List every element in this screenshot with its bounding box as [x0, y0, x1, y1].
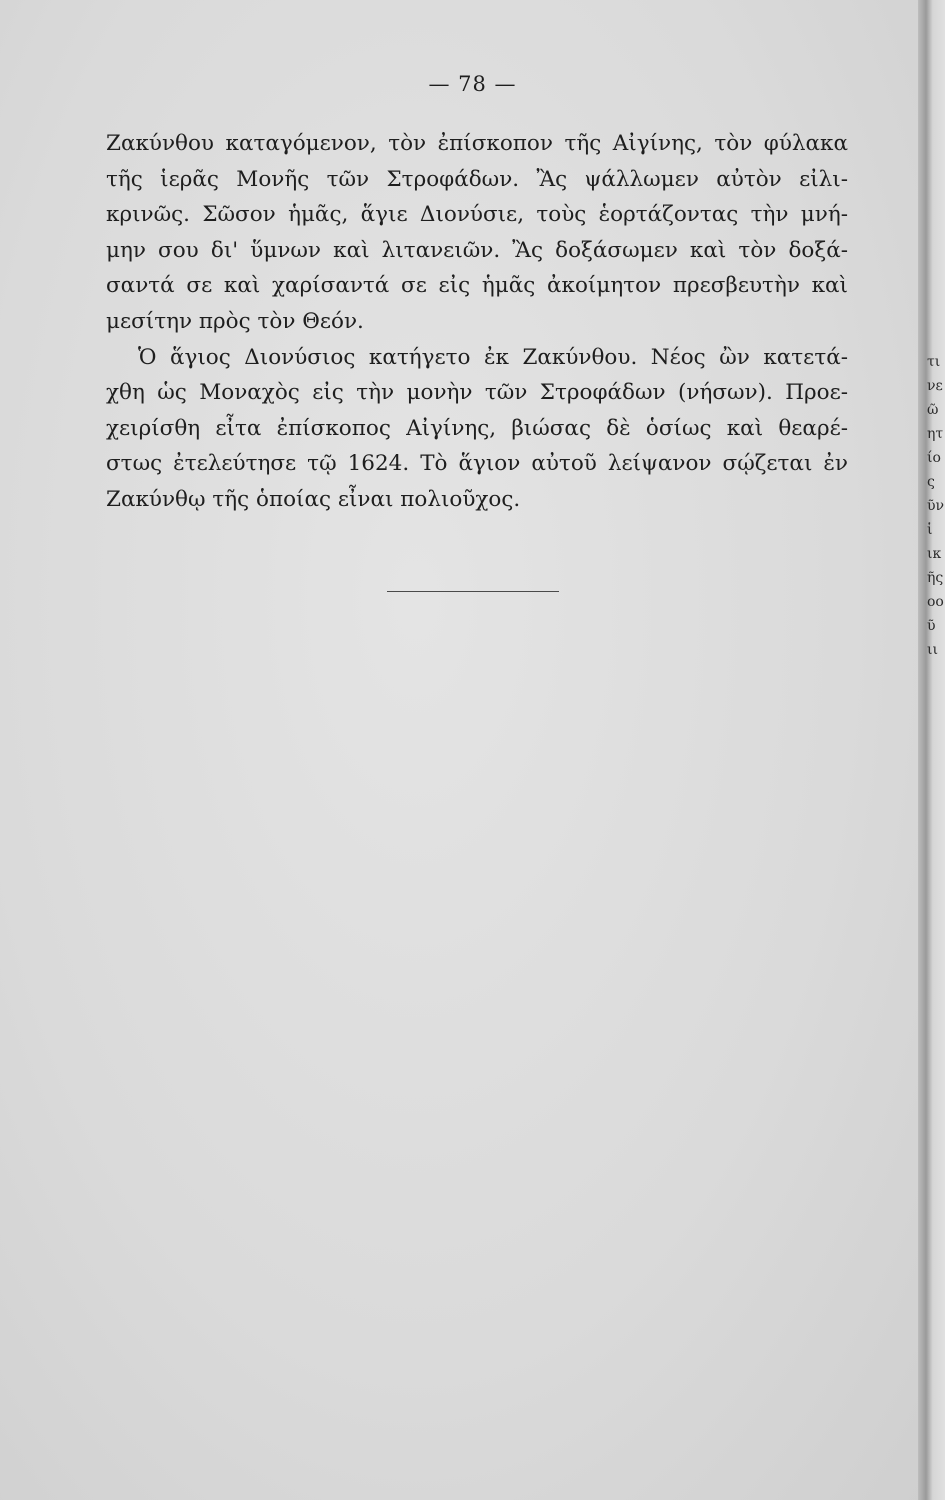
- edge-fragment: ῦν: [927, 498, 945, 514]
- text-line: χειρίσθη εἶτα ἐπίσκοπος Αἰγίνης, βιώσας δὲ ὁσίως καὶ θεαρέ-: [106, 415, 848, 441]
- edge-fragment: ς: [927, 474, 935, 490]
- text-line: μην σου δι' ὕμνων καὶ λιτανειῶν. Ἂς δοξάσωμεν καὶ τὸν δοξά-: [106, 237, 848, 263]
- text-line: τῆς ἱερᾶς Μονῆς τῶν Στροφάδων. Ἂς ψάλλωμεν αὐτὸν εἰλι-: [106, 166, 848, 192]
- text-line: Ζακύνθῳ τῆς ὁποίας εἶναι πολιοῦχος.: [106, 486, 521, 512]
- text-line: στως ἐτελεύτησε τῷ 1624. Τὸ ἅγιον αὐτοῦ λείψανον σῴζεται ἐν: [106, 451, 848, 477]
- edge-fragment: ῦ: [927, 618, 936, 634]
- text-line: κρινῶς. Σῶσον ἡμᾶς, ἅγιε Διονύσιε, τοὺς ἑορτάζοντας τὴν μνή-: [106, 202, 848, 228]
- body-text: [106, 126, 848, 518]
- text-line: Ζακύνθου καταγόμενον, τὸν ἐπίσκοπον τῆς Αἰγίνης, τὸν φύλακα: [106, 131, 848, 156]
- edge-fragment: ἱ: [927, 522, 933, 538]
- paragraph-start-line: Ὁ ἅγιος Διονύσιος κατήγετο ἐκ Ζακύνθου. Νέος ὢν κατετά-: [138, 344, 848, 370]
- edge-fragment: τι: [927, 354, 941, 370]
- adjacent-page-text: [927, 350, 945, 662]
- text-line: σαντά σε καὶ χαρίσαντά σε εἰς ἡμᾶς ἀκοίμητον πρεσβευτὴν καὶ: [106, 273, 848, 299]
- edge-fragment: οο: [927, 594, 944, 610]
- text-line: χθη ὡς Μοναχὸς εἰς τὴν μονὴν τῶν Στροφάδων (νήσων). Προε-: [106, 380, 848, 406]
- section-separator-rule: [387, 591, 559, 592]
- adjacent-page-edge: [918, 0, 945, 1500]
- edge-fragment: ητ: [927, 426, 944, 442]
- text-line: μεσίτην πρὸς τὸν Θεόν.: [106, 308, 364, 334]
- edge-fragment: ίο: [927, 450, 941, 466]
- edge-fragment: ῆς: [927, 570, 944, 586]
- edge-fragment: ιι: [927, 642, 938, 658]
- edge-fragment: ικ: [927, 546, 942, 562]
- page-number: — 78 —: [428, 72, 517, 96]
- edge-fragment: νε: [927, 378, 943, 394]
- edge-fragment: ῶ: [927, 402, 939, 418]
